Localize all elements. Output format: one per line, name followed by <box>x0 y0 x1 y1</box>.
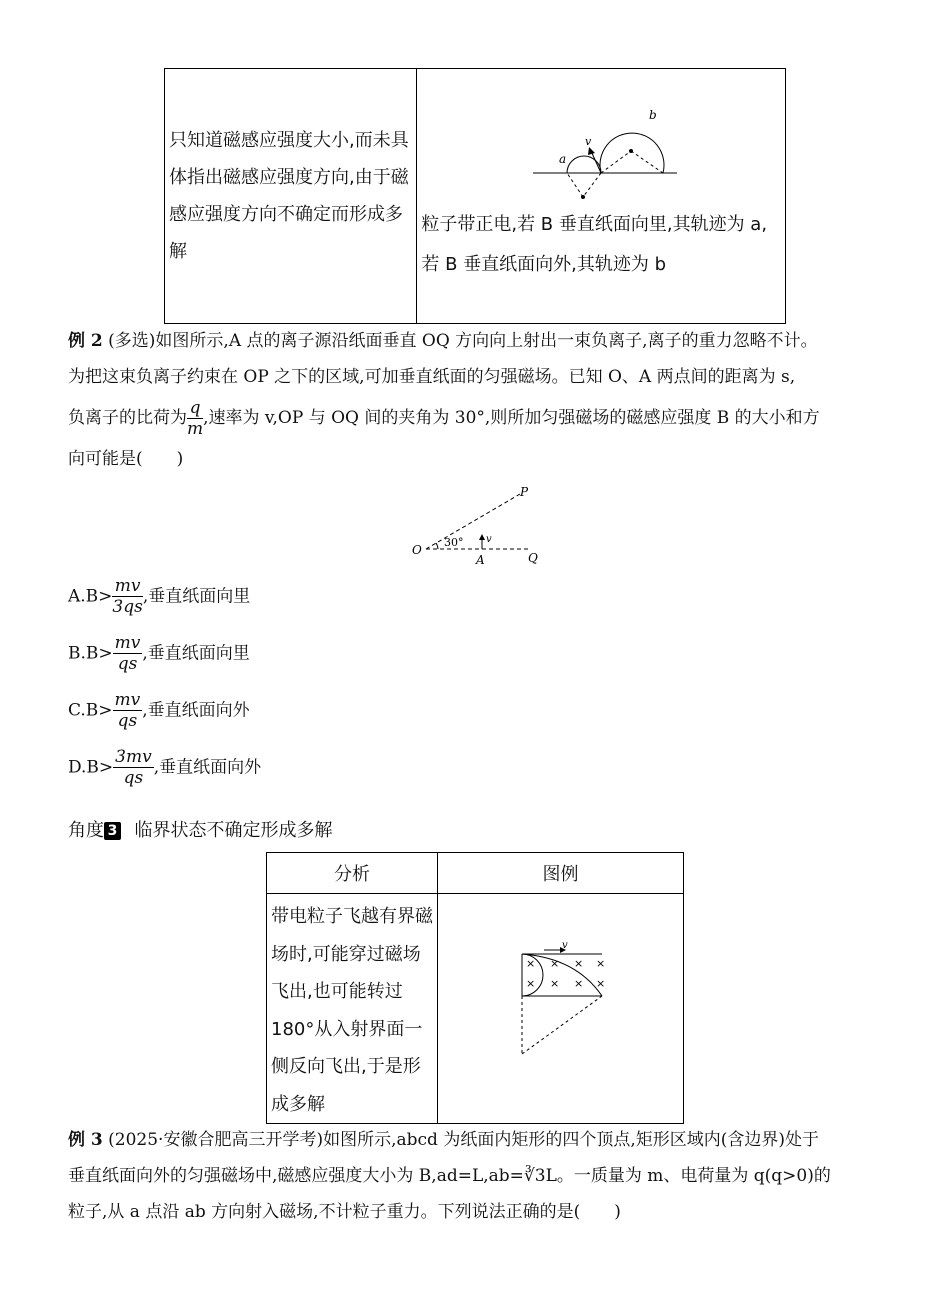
line-op <box>426 494 520 549</box>
label-b: b <box>649 108 658 122</box>
label-v: v <box>486 534 492 545</box>
trajectory-figure <box>527 105 727 215</box>
example-3-line1: (2025·安徽合肥高三开学考)如图所示,abcd 为纸面内矩形的四个顶点,矩形区域内(含边界)处于 <box>108 1130 819 1150</box>
boundary-field-figure <box>516 942 626 1062</box>
label-q: Q <box>528 551 538 565</box>
label-o: O <box>412 543 422 557</box>
svg-text:×: × <box>596 977 606 990</box>
svg-text:v: v <box>562 942 568 951</box>
table2-left-text: 带电粒子飞越有界磁场时,可能穿过磁场飞出,也可能转过180°从入射界面一侧反向飞出,于是形成多解 <box>271 906 433 1115</box>
svg-text:×: × <box>574 977 584 990</box>
option-c[interactable]: C.B> $\frac{mv}{qs}$ ,垂直纸面向外 <box>68 690 250 731</box>
table2-right-cell <box>438 894 684 1124</box>
header-figure: 图例 <box>438 853 684 894</box>
trajectory-a <box>567 156 601 173</box>
example-2 <box>68 323 888 477</box>
angle-number-badge: 3 <box>104 822 121 840</box>
table1-left-cell <box>165 69 417 324</box>
label-a: a <box>559 152 567 166</box>
option-a[interactable]: A.B> $\frac{mv}{3qs}$ ,垂直纸面向里 <box>68 576 251 617</box>
label-angle: 30° <box>444 536 464 549</box>
example-3-label: 例 3 <box>68 1130 103 1150</box>
header-analysis: 分析 <box>267 853 438 894</box>
table1-right-cell <box>417 69 786 324</box>
charge-mass-ratio: $\frac{q}{m}$ <box>187 397 204 439</box>
svg-text:×: × <box>596 957 606 970</box>
option-b[interactable]: B.B> $\frac{mv}{qs}$ ,垂直纸面向里 <box>68 633 250 674</box>
center-dot-b <box>629 149 633 153</box>
label-v: v <box>585 135 592 148</box>
table1-right-line1: 粒子带正电,若 B 垂直纸面向里,其轨迹为 a, <box>421 214 768 235</box>
angle-3-heading: 角度 3 临界状态不确定形成多解 <box>68 820 333 841</box>
example-3 <box>68 1122 888 1230</box>
example-3-line2: 垂直纸面向外的匀强磁场中,磁感应强度大小为 B,ad=L,ab=∛3L。一质量为 m、电荷量为 q(q>0)的 <box>68 1166 831 1186</box>
svg-text:×: × <box>550 957 560 970</box>
example-2-line3-post: ,速率为 v,OP 与 OQ 间的夹角为 30°,则所加匀强磁场的磁感应强度 B 的大小和方 <box>203 408 820 428</box>
table1-right-line2: 若 B 垂直纸面向外,其轨迹为 b <box>421 254 667 275</box>
example-2-tag: (多选) <box>108 331 156 351</box>
center-dot-a <box>581 195 585 199</box>
multi-solution-table-2 <box>266 852 684 1124</box>
angle-3-title: 临界状态不确定形成多解 <box>134 820 333 841</box>
table1-left-text: 只知道磁感应强度大小,而未具体指出磁感应强度方向,由于磁感应强度方向不确定而形成多解 <box>169 130 409 262</box>
example-3-line3: 粒子,从 a 点沿 ab 方向射入磁场,不计粒子重力。下列说法正确的是( ) <box>68 1202 621 1222</box>
op-oq-figure <box>408 482 548 572</box>
svg-text:×: × <box>526 977 536 990</box>
option-d[interactable]: D.B> $\frac{3mv}{qs}$ ,垂直纸面向外 <box>68 747 262 788</box>
example-2-label: 例 2 <box>68 331 103 351</box>
example-2-line4: 向可能是( ) <box>68 449 184 469</box>
example-2-line1: 如图所示,A 点的离子源沿纸面垂直 OQ 方向向上射出一束负离子,离子的重力忽略不计。 <box>155 331 818 351</box>
example-2-line2: 为把这束负离子约束在 OP 之下的区域,可加垂直纸面的匀强磁场。已知 O、A 两点间的距离为 s, <box>68 367 796 387</box>
example-2-line3-pre: 负离子的比荷为 <box>68 408 187 428</box>
svg-text:×: × <box>550 977 560 990</box>
svg-text:×: × <box>526 957 536 970</box>
table2-left-cell <box>267 894 438 1124</box>
multi-solution-table-1 <box>164 68 786 324</box>
svg-text:×: × <box>574 957 584 970</box>
label-a: A <box>476 553 485 567</box>
trajectory-b <box>600 133 664 173</box>
label-p: P <box>520 485 529 499</box>
